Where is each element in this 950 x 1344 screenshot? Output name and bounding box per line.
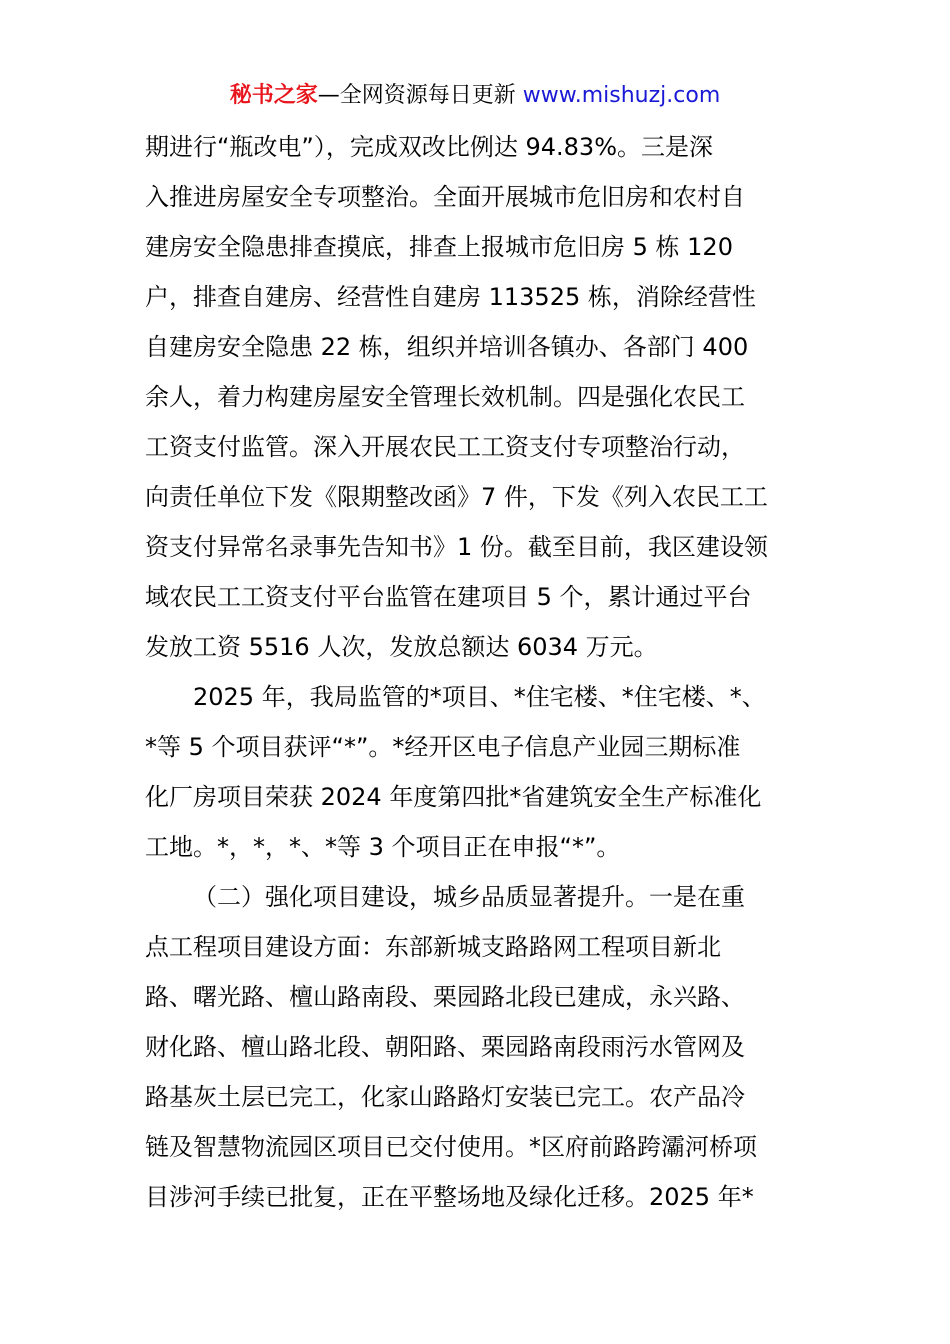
text-line: *等 5 个项目获评“*”。*经开区电子信息产业园三期标准 (145, 733, 741, 761)
text-line: 建房安全隐患排查摸底，排查上报城市危旧房 5 栋 120 (145, 233, 733, 261)
text-line: 户，排查自建房、经营性自建房 113525 栋，消除经营性 (145, 283, 756, 311)
text-line: 向责任单位下发《限期整改函》7 件，下发《列入农民工工 (145, 483, 768, 511)
paragraph-2 (145, 672, 825, 872)
text-line: 点工程项目建设方面：东部新城支路路网工程项目新北 (145, 933, 721, 961)
site-header (0, 80, 950, 112)
text-line: 化厂房项目荣获 2024 年度第四批*省建筑安全生产标准化 (145, 783, 762, 811)
text-line: 工资支付监管。深入开展农民工工资支付专项整治行动， (145, 433, 745, 461)
text-line: 发放工资 5516 人次，发放总额达 6034 万元。 (145, 633, 658, 661)
text-line: 资支付异常名录事先告知书》1 份。截至目前，我区建设领 (145, 533, 768, 561)
text-line-first: 2025 年，我局监管的*项目、*住宅楼、*住宅楼、*、 (193, 683, 766, 711)
text-line: 路基灰土层已完工，化家山路路灯安装已完工。农产品冷 (145, 1083, 745, 1111)
text-line: 路、曙光路、檀山路南段、栗园路北段已建成，永兴路、 (145, 983, 745, 1011)
text-line: 域农民工工资支付平台监管在建项目 5 个，累计通过平台 (145, 583, 752, 611)
site-brand: 秘书之家 (229, 83, 318, 108)
site-url-link[interactable]: www.mishuzj.com (522, 83, 721, 108)
text-line-first: （二）强化项目建设，城乡品质显著提升。一是在重 (193, 883, 745, 911)
text-line: 余人，着力构建房屋安全管理长效机制。四是强化农民工 (145, 383, 745, 411)
text-line: 入推进房屋安全专项整治。全面开展城市危旧房和农村自 (145, 183, 745, 211)
text-line: 目涉河手续已批复，正在平整场地及绿化迁移。2025 年* (145, 1183, 754, 1211)
text-line: 自建房安全隐患 22 栋，组织并培训各镇办、各部门 400 (145, 333, 749, 361)
paragraph-1 (145, 122, 825, 672)
document-body (145, 122, 825, 1222)
text-line: 链及智慧物流园区项目已交付使用。*区府前路跨灞河桥项 (145, 1133, 757, 1161)
text-line: 财化路、檀山路北段、朝阳路、栗园路南段雨污水管网及 (145, 1033, 745, 1061)
paragraph-3 (145, 872, 825, 1222)
text-line: 工地。*，*，*、*等 3 个项目正在申报“*”。 (145, 833, 621, 861)
text-line: 期进行“瓶改电”），完成双改比例达 94.83%。三是深 (145, 133, 714, 161)
site-tagline: —全网资源每日更新 (317, 83, 523, 108)
